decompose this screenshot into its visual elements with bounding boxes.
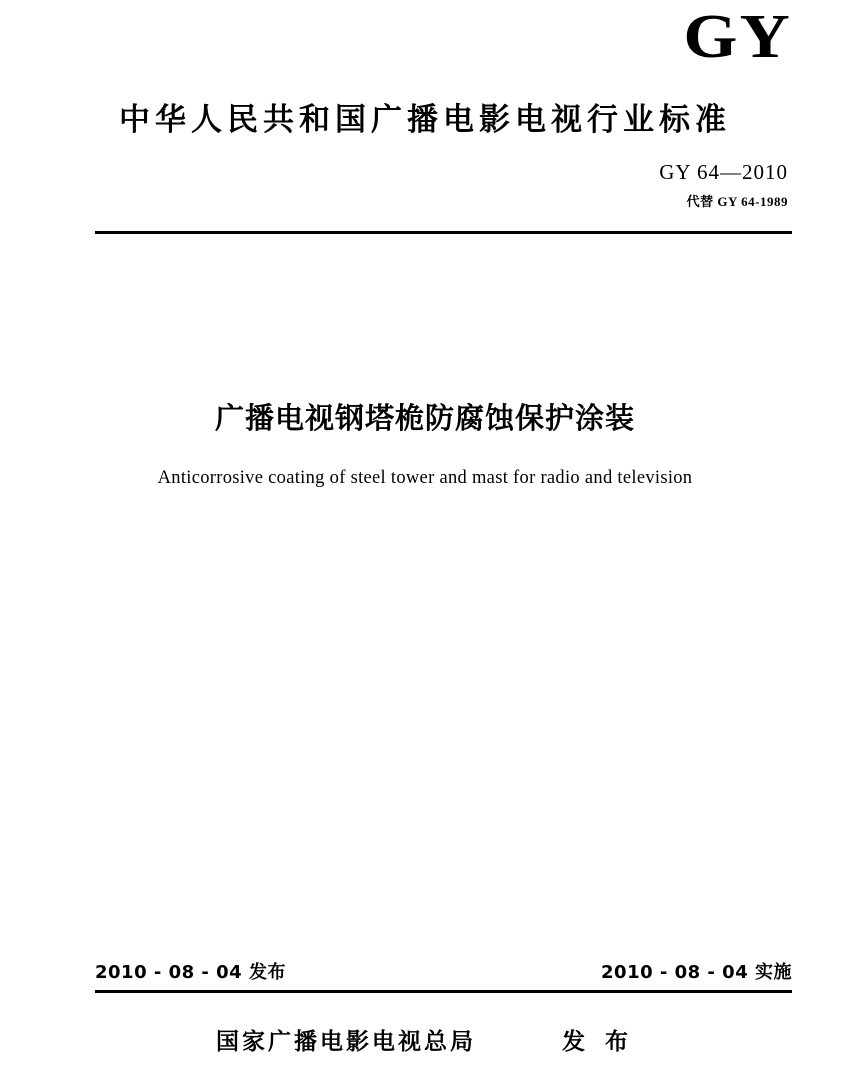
- issuer-action: 发 布: [561, 1029, 634, 1055]
- national-standard-title: 中华人民共和国广播电影电视行业标准: [119, 102, 731, 138]
- standard-mark: [0, 3, 792, 71]
- standard-mark-text: GY: [683, 3, 792, 71]
- standard-number: GY 64—2010: [659, 160, 788, 184]
- issuer-row: [58, 1023, 792, 1056]
- standard-replaces-note: 代替 GY 64-1989: [686, 194, 788, 209]
- issue-date: 2010 - 08 - 04 发布: [95, 962, 286, 983]
- implementation-date: 2010 - 08 - 04 实施: [601, 962, 792, 983]
- footer-divider: [95, 990, 792, 993]
- document-title-english: Anticorrosive coating of steel tower and mast for radio and television: [157, 468, 693, 488]
- footer-dates: [95, 958, 792, 984]
- header-divider: [95, 231, 792, 234]
- document-title-chinese: 广播电视钢塔桅防腐蚀保护涂装: [214, 401, 635, 435]
- issuer-name: 国家广播电影电视总局: [215, 1029, 476, 1055]
